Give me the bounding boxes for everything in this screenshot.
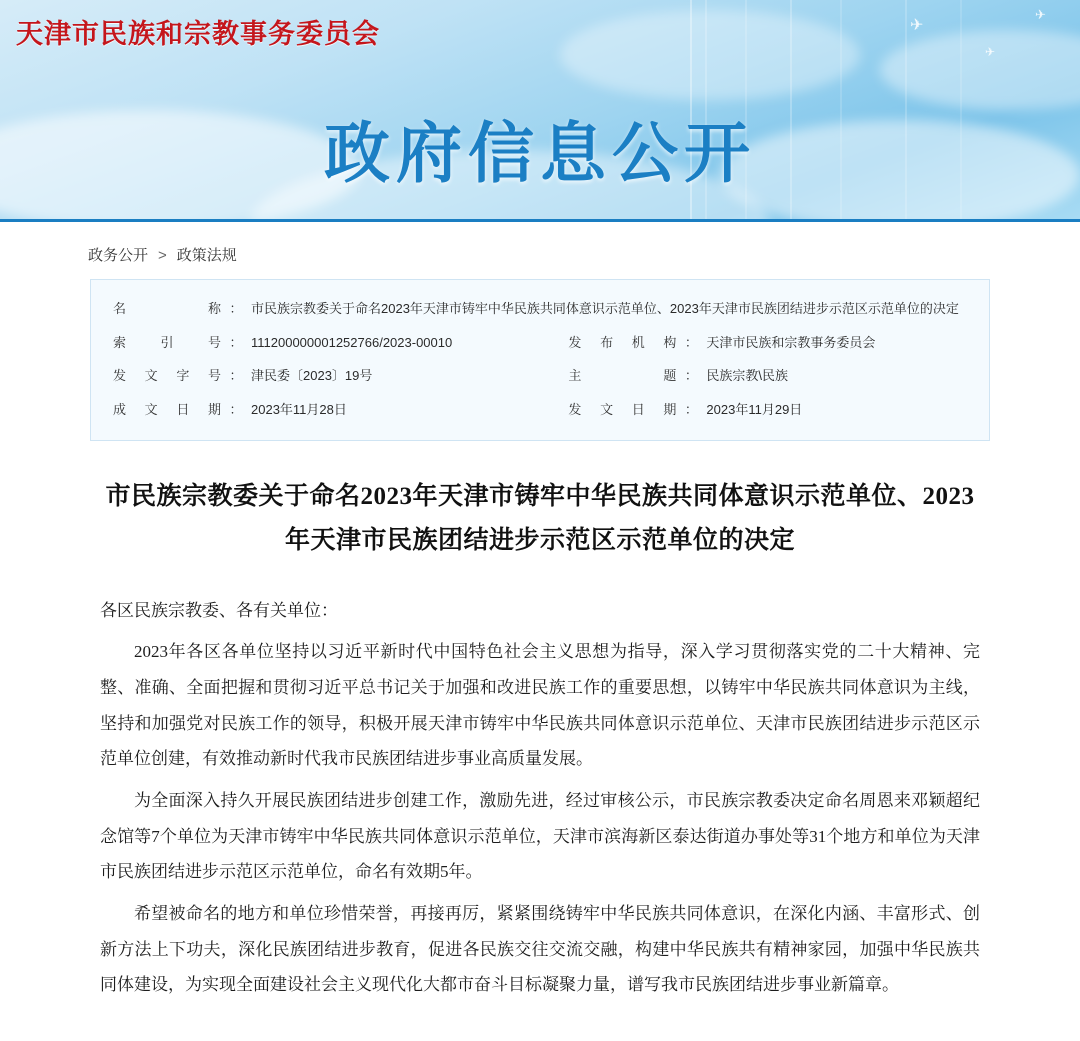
meta-value-index-number: 111200000001252766/2023-00010: [251, 334, 453, 350]
meta-colon: ：: [684, 401, 698, 417]
banner-headline: 政府信息公开: [324, 116, 756, 190]
table-row: [109, 359, 971, 393]
article-paragraph: 2023年各区各单位坚持以习近平新时代中国特色社会主义思想为指导，深入学习贯彻落实党的二十大精神、完整、准确、全面把握和贯彻习近平总书记关于加强和改进民族工作的重要思想，以铸牢中华民族共同体意识为主线，坚持和加强党对民族工作的领导，积极开展天津市铸牢中华民族共同体意识示范单位、天津市民族团结进步示范区示范单位创建，有效推动新时代我市民族团结进步事业高质量发展。: [100, 642, 980, 769]
meta-label-name: 名称: [113, 301, 221, 316]
document-meta-box: [90, 279, 990, 441]
bird-icon: ✈: [985, 45, 996, 59]
page-content: [0, 244, 1080, 1003]
site-title: 天津市民族和宗教事务委员会: [16, 19, 380, 49]
table-row: [109, 326, 971, 360]
meta-value-subject: 民族宗教\民族: [706, 368, 789, 383]
meta-label-document-number: 发文字号: [113, 368, 221, 383]
article-paragraph: 为全面深入持久开展民族团结进步创建工作，激励先进，经过审核公示，市民族宗教委决定命名周恩来邓颖超纪念馆等7个单位为天津市铸牢中华民族共同体意识示范单位，天津市滨海新区泰达街道办事处等31个地方和单位为天津市民族团结进步示范区示范单位，命名有效期5年。: [100, 790, 980, 882]
meta-label-issue-date: 发文日期: [568, 401, 677, 417]
article-body: [100, 593, 980, 1004]
banner-divider: [0, 219, 1080, 222]
meta-label-index-number: 索引号: [113, 334, 221, 350]
meta-value-completion-date: 2023年11月28日: [251, 401, 347, 417]
meta-colon: ：: [229, 301, 243, 316]
meta-colon: ：: [229, 334, 243, 350]
meta-value-issuing-agency: 天津市民族和宗教事务委员会: [706, 334, 876, 350]
meta-colon: ：: [684, 334, 698, 350]
cloud-decoration: [560, 10, 860, 100]
breadcrumb-item-government-affairs[interactable]: 政务公开: [88, 247, 149, 264]
table-row: [109, 393, 971, 427]
breadcrumb: [88, 244, 1080, 265]
page-title: 市民族宗教委关于命名2023年天津市铸牢中华民族共同体意识示范单位、2023年天津市民族团结进步示范区示范单位的决定: [105, 483, 975, 554]
table-row: [109, 292, 971, 326]
meta-colon: ：: [684, 368, 698, 383]
meta-colon: ：: [229, 368, 243, 383]
meta-label-subject: 主题: [568, 368, 677, 383]
meta-label-issuing-agency: 发布机构: [568, 334, 677, 350]
meta-label-completion-date: 成文日期: [113, 401, 221, 417]
breadcrumb-item-policies[interactable]: 政策法规: [176, 247, 237, 264]
article-salutation: 各区民族宗教委、各有关单位：: [100, 600, 338, 620]
article-paragraph: 希望被命名的地方和单位珍惜荣誉，再接再厉，紧紧围绕铸牢中华民族共同体意识，在深化内涵、丰富形式、创新方法上下功夫，深化民族团结进步教育，促进各民族交往交流交融，构建中华民族共有精神家园，加强中华民族共同体建设，为实现全面建设社会主义现代化大都市奋斗目标凝聚力量，谱写我市民族团结进步事业新篇章。: [100, 904, 980, 995]
meta-value-document-number: 津民委〔2023〕19号: [251, 368, 373, 383]
bird-icon: ✈: [1035, 7, 1046, 22]
cloud-decoration: [880, 30, 1080, 110]
meta-value-name: 市民族宗教委关于命名2023年天津市铸牢中华民族共同体意识示范单位、2023年天津市民族团结进步示范区示范单位的决定: [251, 301, 959, 316]
article: [100, 475, 980, 1003]
meta-colon: ：: [229, 401, 243, 417]
document-meta-table: [109, 292, 971, 426]
site-banner: [0, 0, 1080, 222]
meta-value-issue-date: 2023年11月29日: [706, 401, 803, 417]
breadcrumb-separator: >: [158, 247, 167, 264]
bird-icon: ✈: [910, 17, 924, 34]
